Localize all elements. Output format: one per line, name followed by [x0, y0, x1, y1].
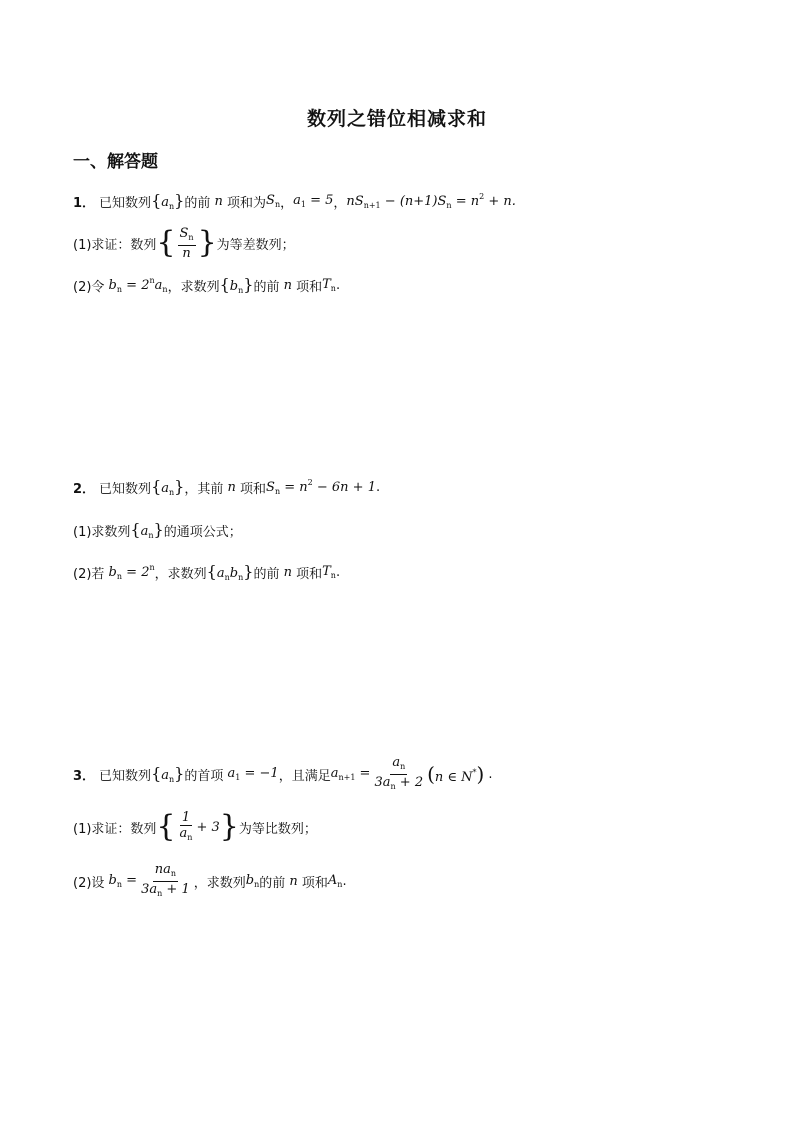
math-expression: $b_n = 2^na_n$ [104, 276, 168, 294]
math-expression: $a_1 = 5$ [293, 193, 334, 209]
problem-1-part-1: (1)求证：数列 { $\frac{S_n}{n}$ } 为等差数列； [73, 225, 295, 261]
math-expression: $\{b_n\}$ [219, 275, 254, 295]
math-expression: $b_n = 2^n$ [104, 563, 155, 581]
math-expression: n [210, 193, 228, 209]
problem-3-part-2: (2)设 $b_n$ = $\frac{na_n}{3a_n + 1}$ ，求数列 $b_n$ 的前 n 项和 $A_n$ . [73, 862, 347, 900]
page-title: 数列之错位相减求和 [306, 108, 487, 130]
math-expression: $A_n$ [327, 873, 343, 889]
math-fraction: $\frac{na_n}{3a_n + 1}$ [141, 861, 190, 898]
problem-2-stem: 2． 已知数列 $\{a_n\}$ ，其前 n 项和 $S_n = n^2 - 6n + 1$ . [73, 477, 381, 497]
problem-3-part-1: (1)求证：数列 { $\frac{1}{a_n}$ + 3 } 为等比数列； [73, 809, 317, 844]
math-expression: $b_n$ = [104, 873, 138, 889]
math-expression: $\{a_nb_n\}$ [206, 562, 254, 582]
math-brace: { [156, 809, 176, 844]
problem-number: 3． [73, 768, 96, 784]
math-expression: $S_n = n^2 - 6n + 1$ [266, 478, 376, 496]
math-expression: $a_1 = -1$ [223, 766, 279, 782]
math-expression: $nS_{n+1} - (n+1)S_n = n^2 + n$. [346, 192, 516, 210]
math-fraction: $\frac{1}{a_n}$ [179, 809, 193, 842]
problem-2-part-1: (1)求数列 $\{a_n\}$ 的通项公式； [73, 520, 242, 540]
math-expression: $\{a_n\}$ [151, 764, 185, 784]
math-expression: n [279, 277, 297, 293]
math-expression: n [223, 479, 241, 495]
problem-1-stem: 1． 已知数列 $\{a_n\}$ 的前 n 项和为 $S_n$ ， $a_1 = 5$ ， $nS_{n+1} - (n+1)S_n = n^2 + n$. [73, 191, 516, 211]
problem-number: 2． [73, 481, 96, 497]
math-expression: $S_n$ [266, 193, 281, 209]
math-fraction: $\frac{S_n}{n}$ [179, 225, 194, 261]
math-expression: $\{a_n\}$ [130, 520, 164, 540]
math-expression: $a_{n+1}$ = [330, 766, 371, 782]
math-expression: $b_n$ [245, 873, 260, 889]
problem-1-part-2: (2)令 $b_n = 2^na_n$ ，求数列 $\{b_n\}$ 的前 n 项和 $T_n$ . [73, 275, 341, 295]
problem-3-stem: 3． 已知数列 $\{a_n\}$ 的首项 $a_1 = -1$ ，且满足 $a_{n+1}$ = $\frac{a_n}{3a_n + 2}$ (n ∈ N*) . [73, 756, 493, 792]
section-heading: 一、解答题 [73, 152, 158, 172]
math-expression: n [285, 873, 302, 889]
math-brace: } [197, 225, 217, 260]
math-fraction: $\frac{a_n}{3a_n + 2}$ [374, 754, 424, 791]
math-brace: { [156, 225, 176, 260]
math-expression: $\{a_n\}$ [151, 477, 185, 497]
problem-2-part-2: (2)若 $b_n = 2^n$ ，求数列 $\{a_nb_n\}$ 的前 n 项和 $T_n$ . [73, 562, 341, 582]
math-expression: (n ∈ N*) [427, 762, 485, 786]
math-brace: } [219, 809, 239, 844]
math-expression: + 3 [196, 819, 220, 835]
math-expression: $\{a_n\}$ [151, 191, 185, 211]
math-expression: $T_n$ [322, 277, 336, 293]
math-expression: n [279, 564, 297, 580]
problem-number: 1． [73, 195, 96, 211]
math-expression: $T_n$ [322, 564, 336, 580]
